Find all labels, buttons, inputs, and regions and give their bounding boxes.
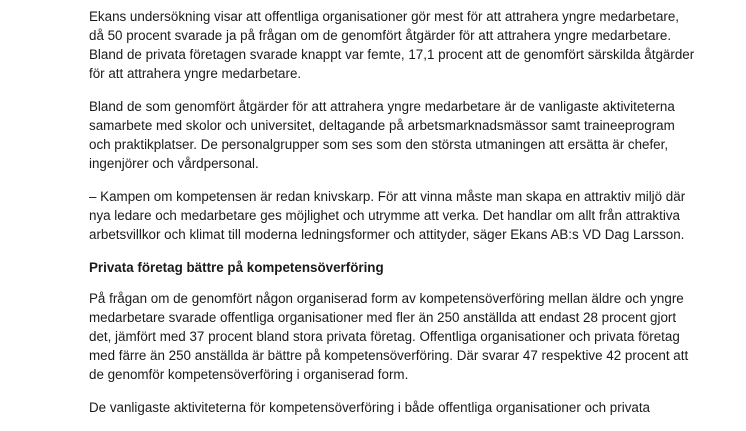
- text-line: de genomför kompetensöverföring i organiserad form.: [89, 367, 409, 382]
- text-line: med färre än 250 anställda är bättre på kompetensöverföring. Där svarar 47 respektive 42 procent att: [89, 348, 689, 363]
- text-line: medarbetare svarade offentliga organisationer med fler än 250 anställda att endast 28 procent gjort: [89, 310, 677, 325]
- text-line: Bland de som genomfört åtgärder för att attrahera yngre medarbetare är de vanligaste aktiviteterna: [89, 99, 675, 114]
- text-line: På frågan om de genomfört någon organiserad form av kompetensöverföring mellan äldre och yngre: [89, 291, 684, 306]
- section-heading: Privata företag bättre på kompetensöverföring: [89, 260, 384, 275]
- text-line: – Kampen om kompetensen är redan knivskarp. För att vinna måste man skapa en attraktiv miljö där: [89, 189, 686, 204]
- paragraph-quote: [89, 187, 739, 244]
- text-line: Bland de privata företagen svarade knappt var femte, 17,1 procent att de genomfört särskilda åtgärder: [89, 47, 695, 62]
- text-line: och praktikplatser. De personalgrupper som ses som den största utmaningen att ersätta är chefer,: [89, 137, 669, 152]
- paragraph-activities: [89, 97, 739, 173]
- text-line: för att attrahera yngre medarbetare.: [89, 66, 302, 81]
- paragraph-knowledge-transfer: [89, 289, 739, 384]
- document-body: [89, 7, 739, 431]
- text-line: det, jämfört med 37 procent bland stora privata företag. Offentliga organisationer och privata företag: [89, 329, 680, 344]
- text-line: ingenjörer och vårdpersonal.: [89, 156, 259, 171]
- text-line: Ekans undersökning visar att offentliga organisationer gör mest för att attrahera yngre medarbetare,: [89, 9, 680, 24]
- paragraph-common-activities: [89, 398, 739, 417]
- text-line: De vanligaste aktiviteterna för kompetensöverföring i både offentliga organisationer och privata: [89, 400, 651, 415]
- text-line: då 50 procent svarade ja på frågan om de genomfört åtgärder för att attrahera yngre medarbetare.: [89, 28, 672, 43]
- paragraph-survey-results: [89, 7, 739, 83]
- text-line: samarbete med skolor och universitet, deltagande på arbetsmarknadsmässor samt traineeprogram: [89, 118, 675, 133]
- text-line: nya ledare och medarbetare ges möjlighet och utrymme att verka. Det handlar om allt från attraktiva: [89, 208, 680, 223]
- text-line: arbetsvillkor och klimat till moderna ledningsformer och attityder, säger Ekans AB:s VD Dag Larsson.: [89, 227, 685, 242]
